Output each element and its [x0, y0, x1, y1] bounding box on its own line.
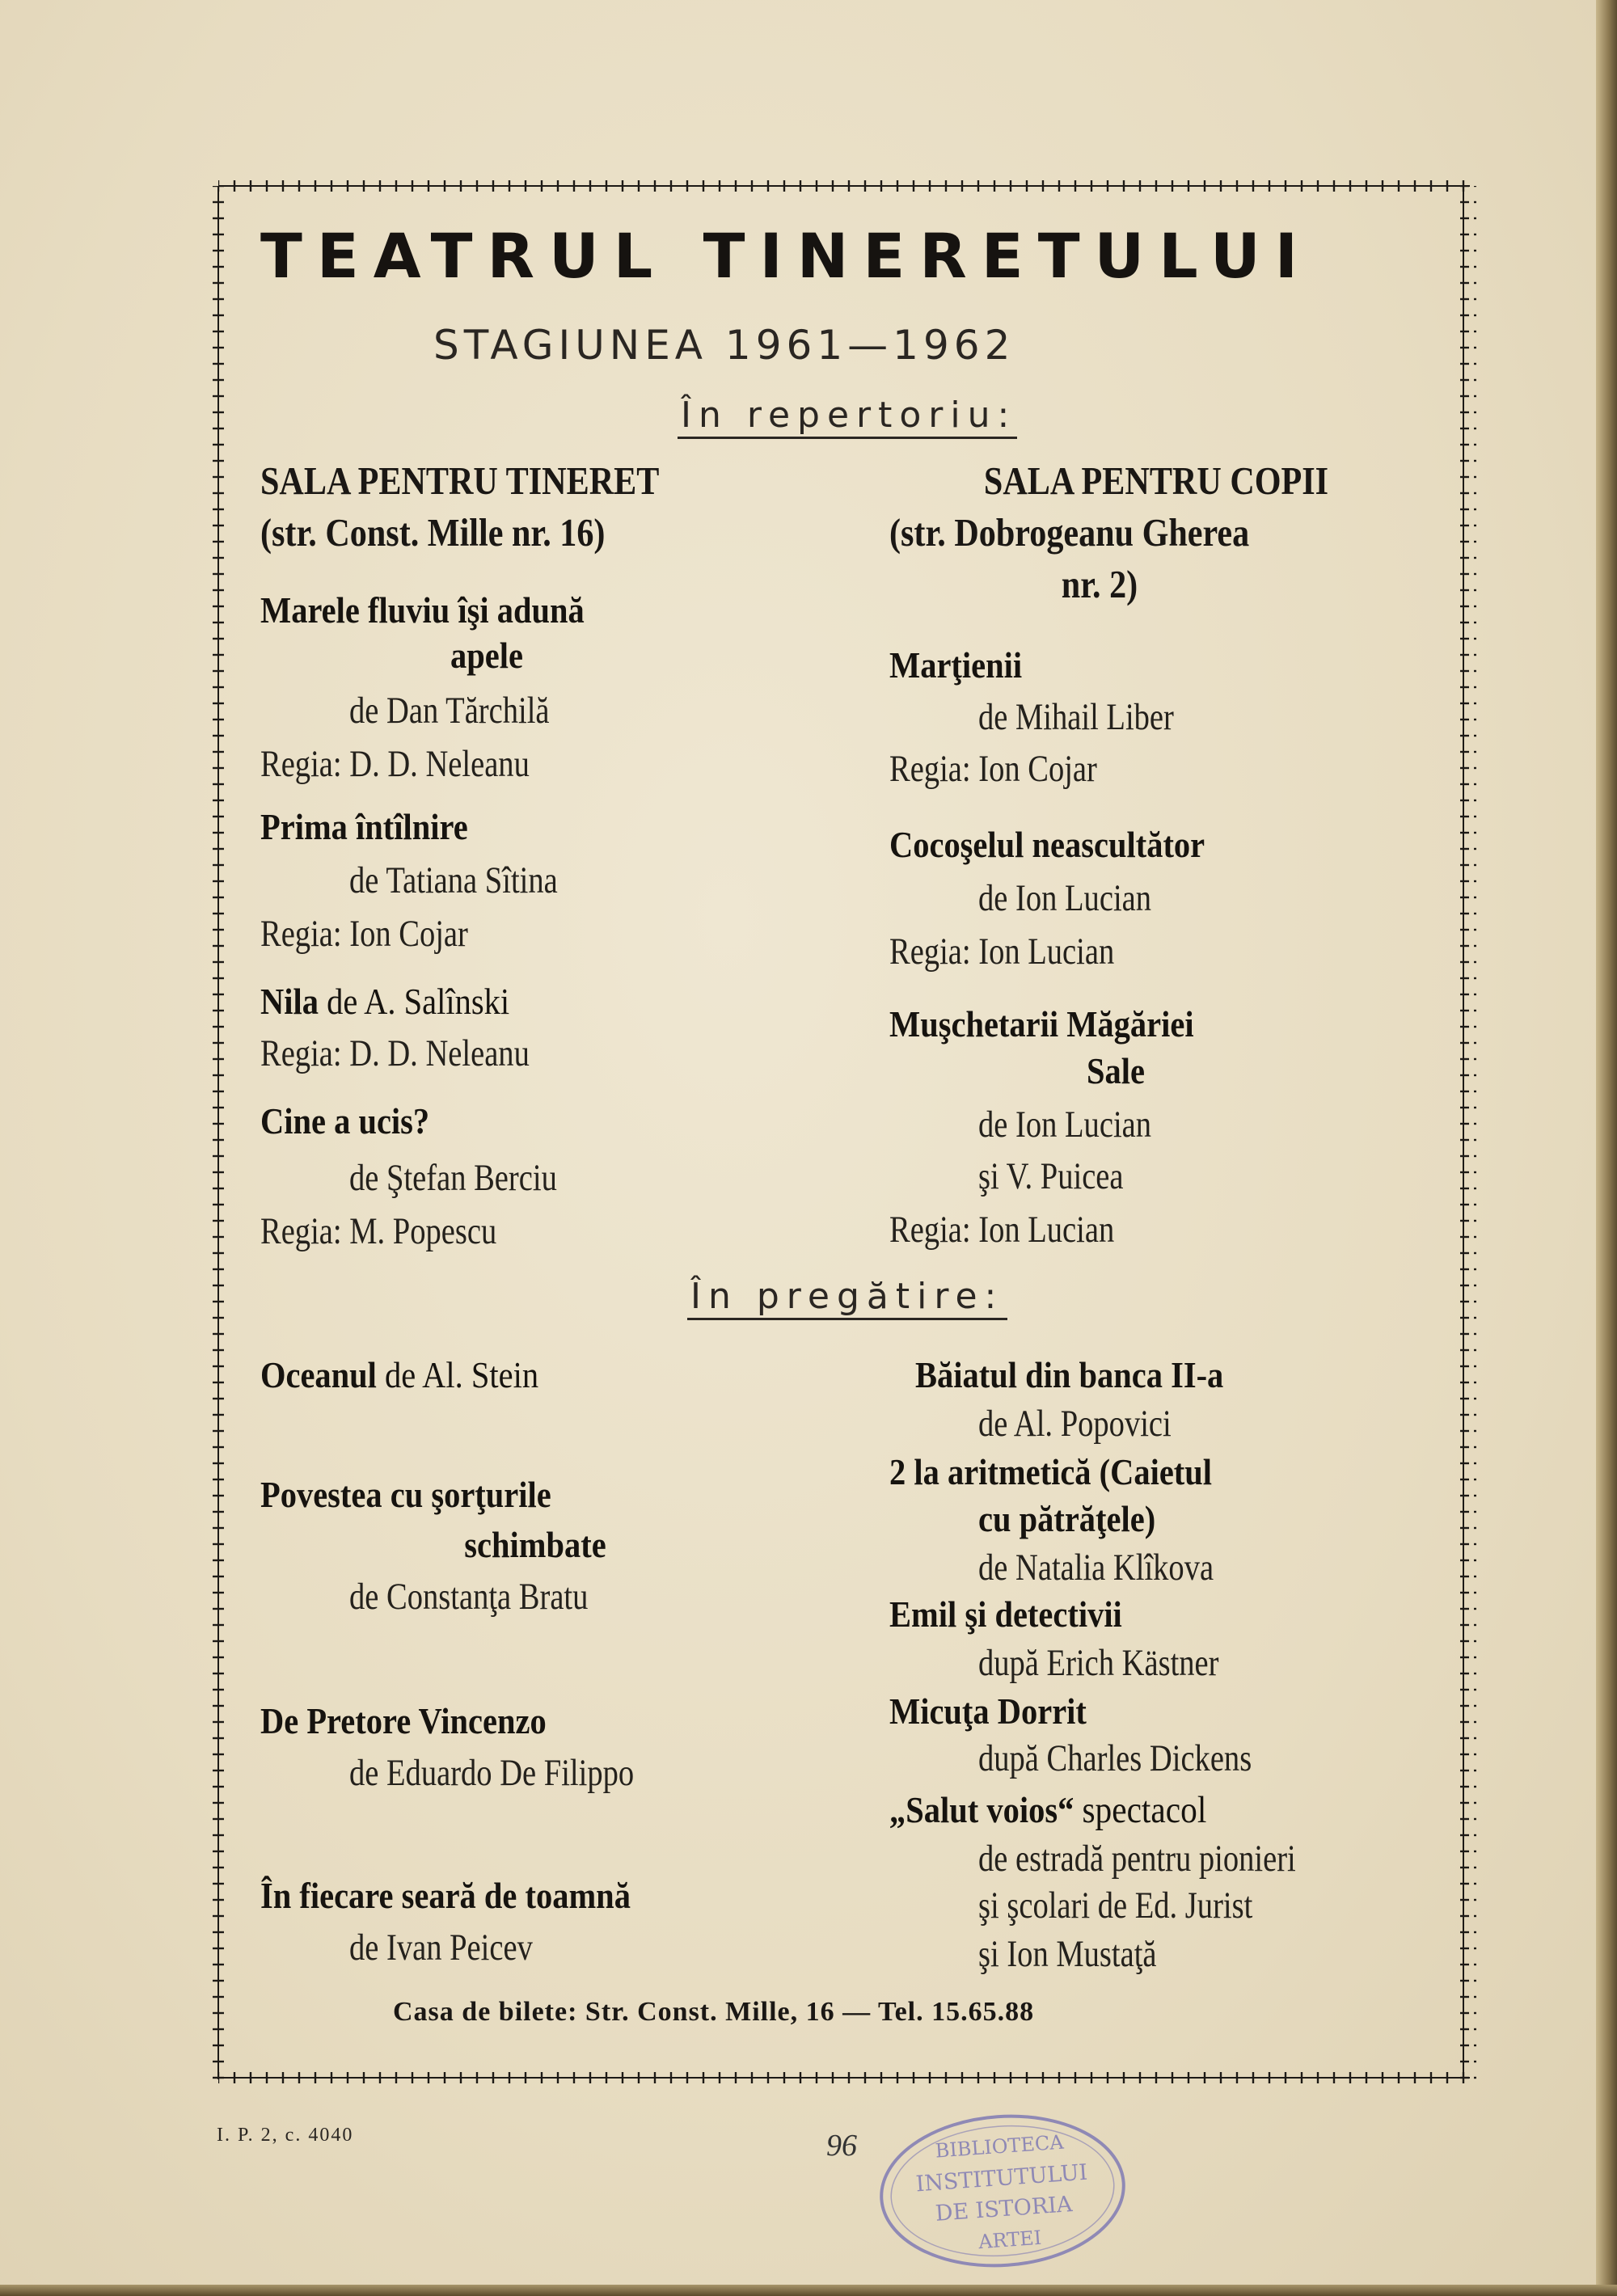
play-author: după Erich Kästner [978, 1642, 1219, 1684]
box-office-info: Casa de bilete: Str. Const. Mille, 16 — Tel. 15.65.88 [393, 1997, 1035, 2027]
stamp-text-line2: INSTITUTULUI [914, 2159, 1089, 2197]
repertoire-heading: În repertoriu: [681, 395, 1017, 436]
play-author: de Dan Tărchilă [349, 690, 550, 732]
play-title: schimbate [464, 1524, 606, 1565]
repertoire-underline [678, 437, 1017, 439]
play-genre: spectacol [1082, 1789, 1207, 1831]
season-subtitle: STAGIUNEA 1961—1962 [433, 322, 1015, 369]
play-title: 2 la aritmetică (Caietul [889, 1451, 1213, 1492]
play-author: de Eduardo De Filippo [349, 1752, 635, 1794]
play-title: Muşchetarii Măgăriei [889, 1003, 1194, 1045]
stamp-text-line4: ARTEI [977, 2226, 1043, 2254]
play-description: şi Ion Mustaţă [978, 1933, 1157, 1975]
play-title: Prima întîlnire [260, 806, 468, 847]
play-title: cu pătrăţele) [978, 1498, 1156, 1539]
right-hall-name: SALA PENTRU COPII [983, 458, 1329, 503]
play-title: Marţienii [889, 644, 1023, 686]
print-info: I. P. 2, c. 4040 [217, 2125, 354, 2146]
play-director: Regia: M. Popescu [260, 1210, 497, 1252]
play-title: Emil şi detectivii [889, 1593, 1122, 1635]
play-director: Regia: Ion Cojar [260, 913, 468, 955]
play-author: de Ion Lucian [978, 1104, 1152, 1146]
play-director: Regia: Ion Cojar [889, 748, 1097, 790]
play-director: Regia: D. D. Neleanu [260, 743, 530, 785]
play-author: de Ştefan Berciu [349, 1157, 557, 1199]
play-title: Băiatul din banca II-a [915, 1354, 1224, 1395]
play-author: de Al. Stein [385, 1354, 539, 1395]
play-title: Marele fluviu îşi adună [260, 589, 585, 631]
right-hall-address: nr. 2) [1061, 562, 1138, 606]
play-author: de Tatiana Sîtina [349, 859, 558, 901]
play-director: Regia: Ion Lucian [889, 931, 1115, 973]
play-title: Nila de A. Salînski [260, 981, 510, 1022]
right-hall-address: (str. Dobrogeanu Gherea [889, 510, 1250, 555]
play-author: de Mihail Liber [978, 696, 1174, 738]
preparation-heading: În pregătire: [690, 1276, 1004, 1317]
play-author: şi V. Puicea [978, 1155, 1124, 1197]
play-title: Povestea cu şorţurile [260, 1474, 551, 1515]
play-author: de Constanţa Bratu [349, 1576, 589, 1618]
preparation-underline [687, 1318, 1007, 1320]
play-title: Oceanul de Al. Stein [260, 1354, 539, 1395]
play-title: De Pretore Vincenzo [260, 1700, 547, 1741]
play-author: după Charles Dickens [978, 1737, 1252, 1779]
play-description: şi şcolari de Ed. Jurist [978, 1884, 1253, 1927]
play-title: Cocoşelul neascultător [889, 824, 1205, 865]
left-hall-address: (str. Const. Mille nr. 16) [260, 510, 606, 555]
play-director: Regia: D. D. Neleanu [260, 1032, 530, 1074]
play-author: de Al. Popovici [978, 1403, 1172, 1445]
play-author: de A. Salînski [327, 981, 510, 1022]
play-author: de Ivan Peicev [349, 1927, 533, 1969]
play-director: Regia: Ion Lucian [889, 1209, 1115, 1251]
stamp-text-line1: BIBLIOTECA [934, 2130, 1065, 2163]
play-title: apele [450, 635, 523, 676]
stamp-text-line3: DE ISTORIA [934, 2192, 1074, 2226]
play-title: În fiecare seară de toamnă [260, 1875, 631, 1916]
page-number: 96 [826, 2129, 857, 2163]
play-title: „Salut voios“ spectacol [889, 1789, 1207, 1831]
play-description: de estradă pentru pionieri [978, 1838, 1296, 1880]
left-hall-name: SALA PENTRU TINERET [260, 458, 660, 503]
play-author: de Natalia Klîkova [978, 1547, 1214, 1589]
play-title: Micuţa Dorrit [889, 1690, 1087, 1732]
play-title: Cine a ucis? [260, 1100, 430, 1142]
library-stamp [869, 2106, 1136, 2276]
play-title: Sale [1087, 1050, 1145, 1091]
page-title: TEATRUL TINERETULUI [260, 220, 1312, 292]
play-author: de Ion Lucian [978, 877, 1152, 919]
